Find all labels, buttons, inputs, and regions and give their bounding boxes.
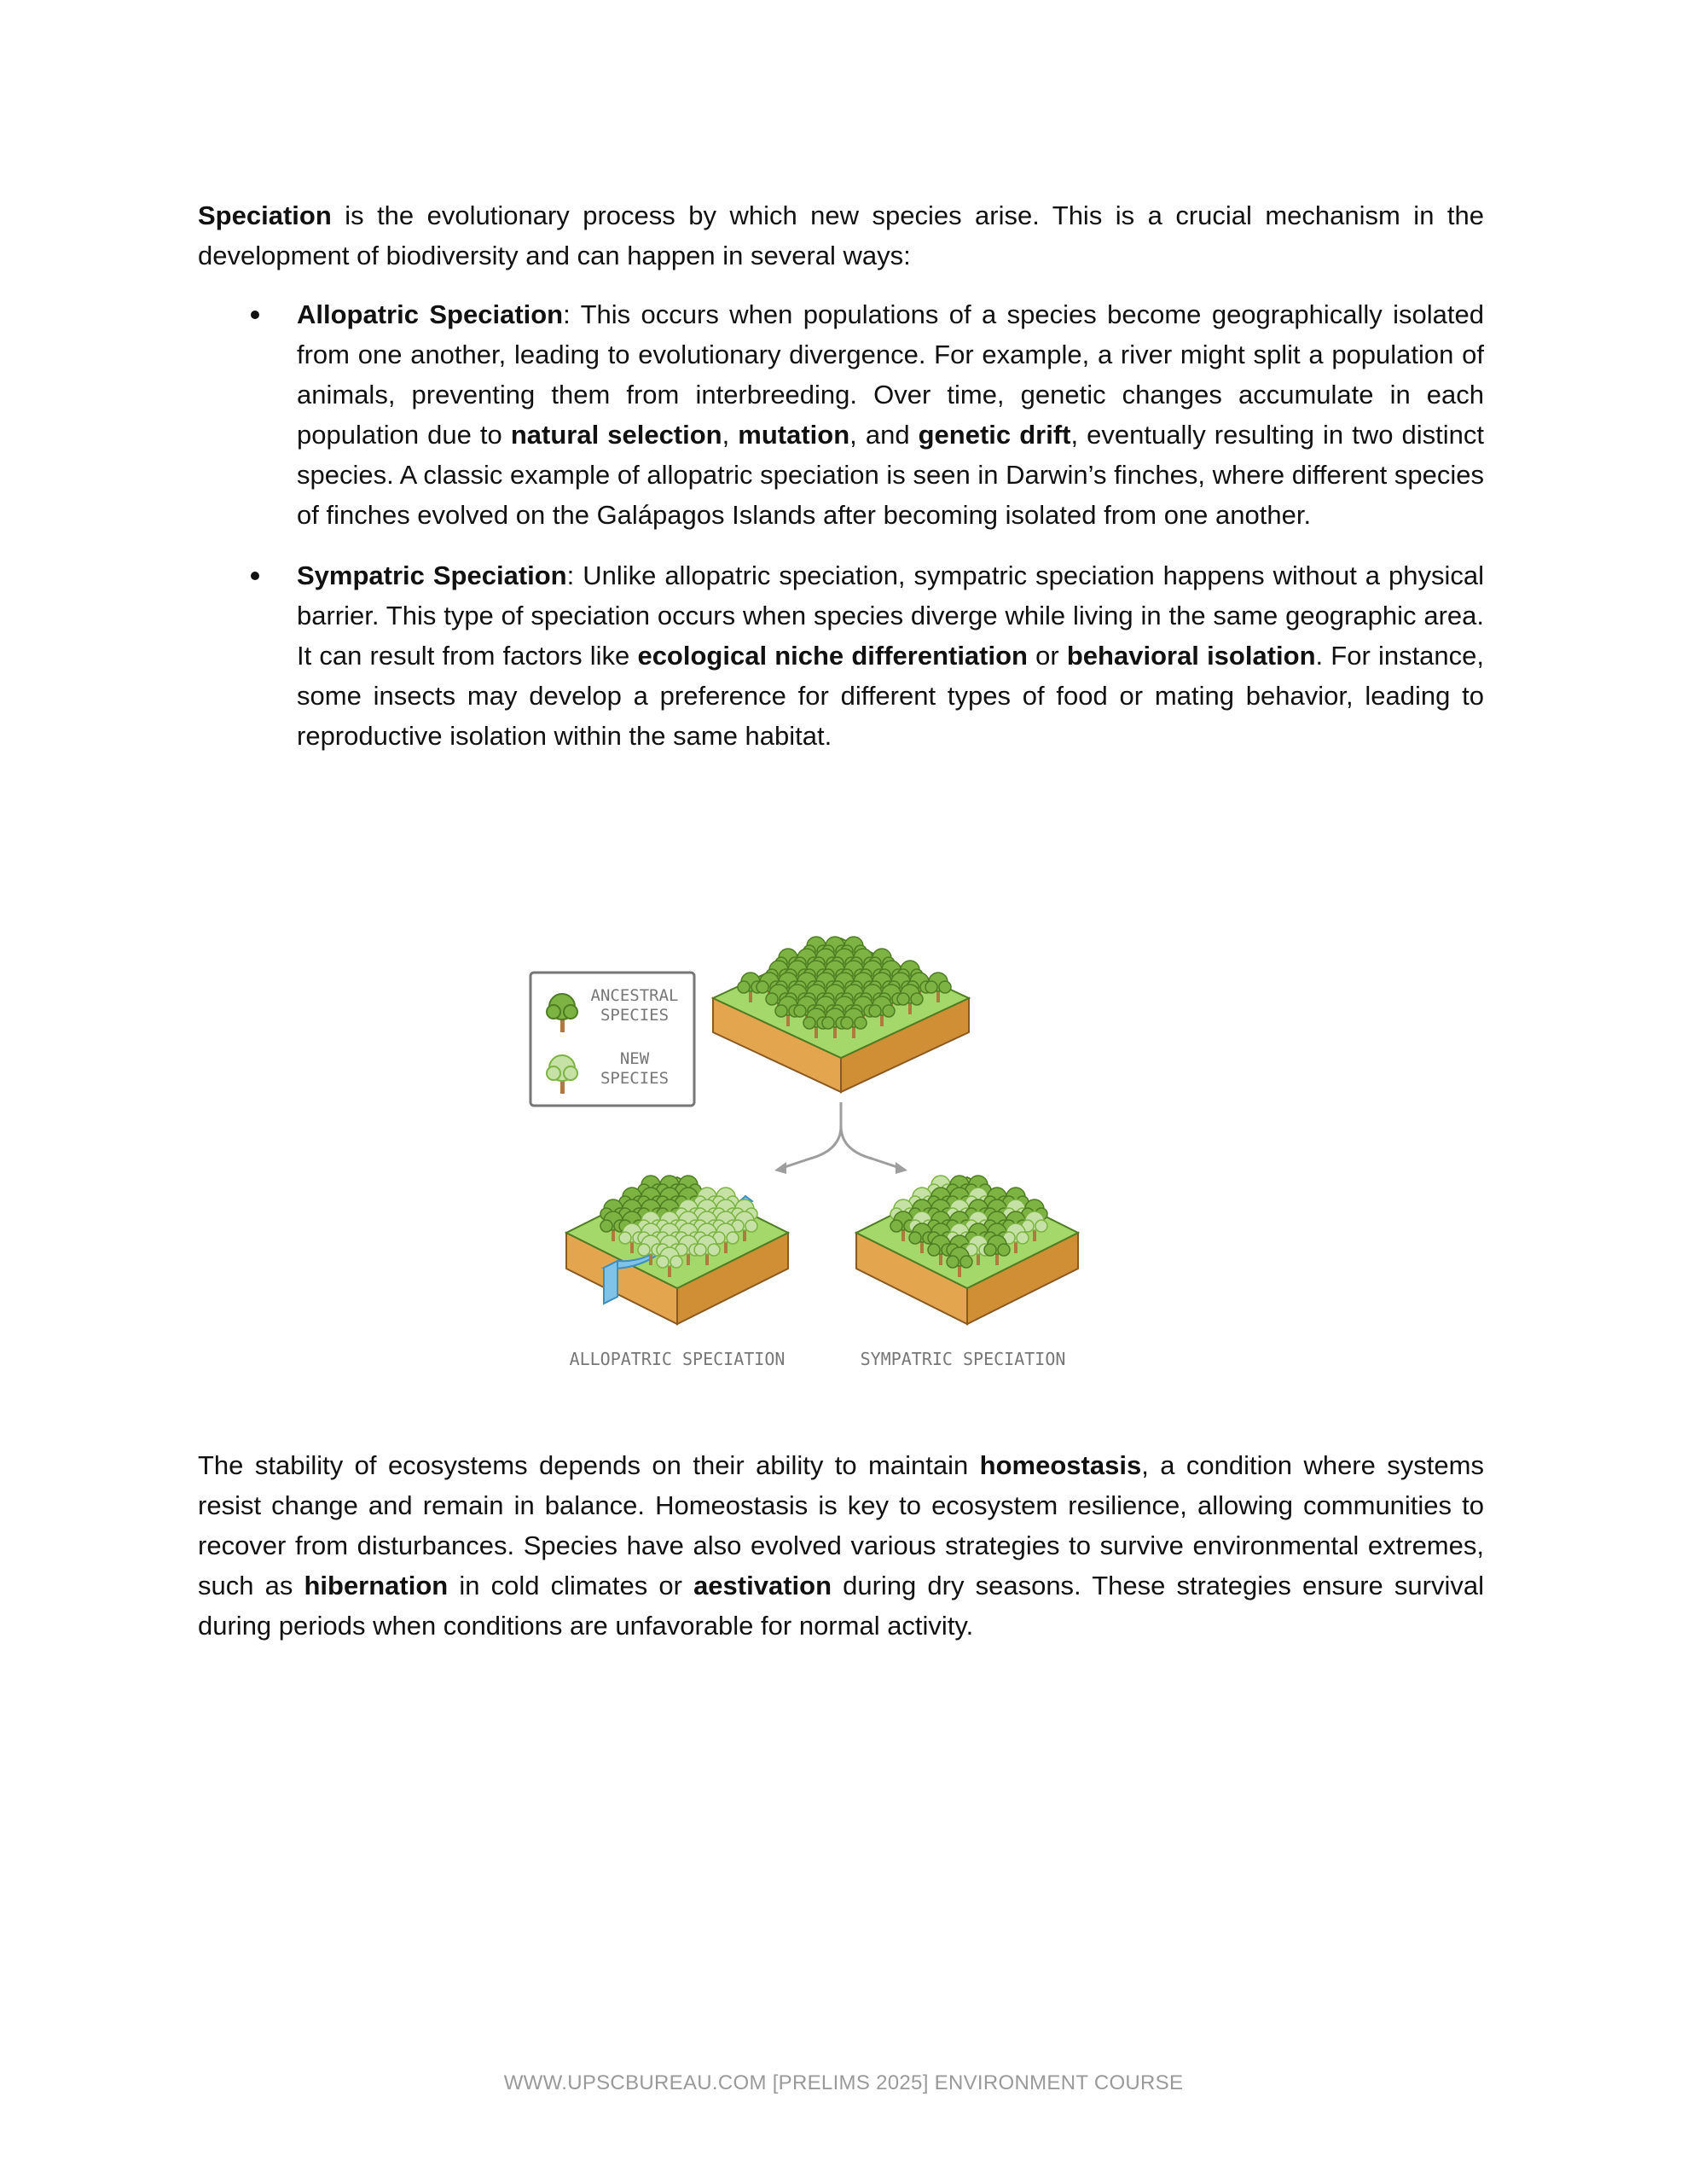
allopatric-term: Allopatric Speciation xyxy=(297,299,564,329)
genetic-drift-term: genetic drift xyxy=(918,420,1071,450)
aestivation-term: aestivation xyxy=(693,1571,832,1600)
hibernation-term: hibernation xyxy=(304,1571,449,1600)
list-item-allopatric xyxy=(198,294,1484,535)
sympatric-text-1: : Unlike allopatric speciation, sympatric speciation happens without a physical barrier. This type of speciation occurs when species diverge while living in the same geographic area. It can result from factors like xyxy=(297,561,1484,671)
homeostasis-term: homeostasis xyxy=(979,1450,1142,1480)
speciation-illustration xyxy=(515,879,1129,1391)
caption-allopatric: ALLOPATRIC SPECIATION xyxy=(569,1349,786,1369)
legend-ancestral-label-line1: ANCESTRAL xyxy=(590,986,679,1005)
homeostasis-text-4: during dry seasons. These strategies ensure survival during periods when conditions are unfavorable for normal activity. xyxy=(198,1571,1484,1641)
allopatric-text-4: , eventually resulting in two distinct species. A classic example of allopatric speciation is seen in Darwin’s finches, where different species of finches evolved on the Galápagos Islands after becoming isolated from one another. xyxy=(297,420,1484,530)
niche-differentiation-term: ecological niche differentiation xyxy=(637,641,1028,671)
bullet-dot xyxy=(251,572,259,580)
sympatric-habitat-block xyxy=(856,1176,1078,1324)
divergence-arrows xyxy=(774,1102,907,1174)
list-item-sympatric xyxy=(198,555,1484,756)
mutation-term: mutation xyxy=(738,420,850,450)
intro-text: is the evolutionary process by which new species arise. This is a crucial mechanism in the development of biodiversity and can happen in several ways: xyxy=(198,200,1484,270)
legend-ancestral-label-line2: SPECIES xyxy=(600,1006,670,1025)
homeostasis-paragraph xyxy=(198,1445,1484,1646)
allopatric-text-1: : This occurs when populations of a species become geographically isolated from one another, leading to evolutionary divergence. For example, a river might split a population of animals, preventing them from interbreeding. Over time, genetic changes accumulate in each population due to xyxy=(297,299,1484,450)
sympatric-term: Sympatric Speciation xyxy=(297,561,567,590)
caption-sympatric: SYMPATRIC SPECIATION xyxy=(860,1349,1066,1369)
figure-legend xyxy=(530,973,694,1106)
bullet-dot xyxy=(251,311,259,319)
page-footer: WWW.UPSCBUREAU.COM [PRELIMS 2025] ENVIRONMENT COURSE xyxy=(503,2071,1184,2094)
legend-new-label-line1: NEW xyxy=(619,1049,650,1068)
natural-selection-term: natural selection xyxy=(510,420,722,450)
homeostasis-text-3: in cold climates or xyxy=(448,1571,694,1600)
allopatric-habitat-block xyxy=(566,1176,788,1324)
homeostasis-text-1: The stability of ecosystems depends on their ability to maintain xyxy=(198,1450,980,1480)
sympatric-text-2: or xyxy=(1028,641,1067,671)
behavioral-isolation-term: behavioral isolation xyxy=(1066,641,1316,671)
sympatric-text-3: . For instance, some insects may develop a preference for different types of food or mating behavior, leading to reproductive isolation within the same habitat. xyxy=(297,641,1485,751)
homeostasis-text-2: , a condition where systems resist change and remain in balance. Homeostasis is key to ecosystem resilience, allowing communities to recover from disturbances. Species have also evolved various strategies to survive environmental extremes, such as xyxy=(198,1450,1484,1600)
legend-new-label-line2: SPECIES xyxy=(600,1069,670,1088)
speciation-types-list xyxy=(198,294,1484,756)
intro-paragraph xyxy=(198,195,1484,276)
speciation-term: Speciation xyxy=(198,200,332,230)
allopatric-text-3: , and xyxy=(849,420,919,450)
ancestral-habitat-block xyxy=(713,937,969,1092)
allopatric-text-2: , xyxy=(722,420,739,450)
